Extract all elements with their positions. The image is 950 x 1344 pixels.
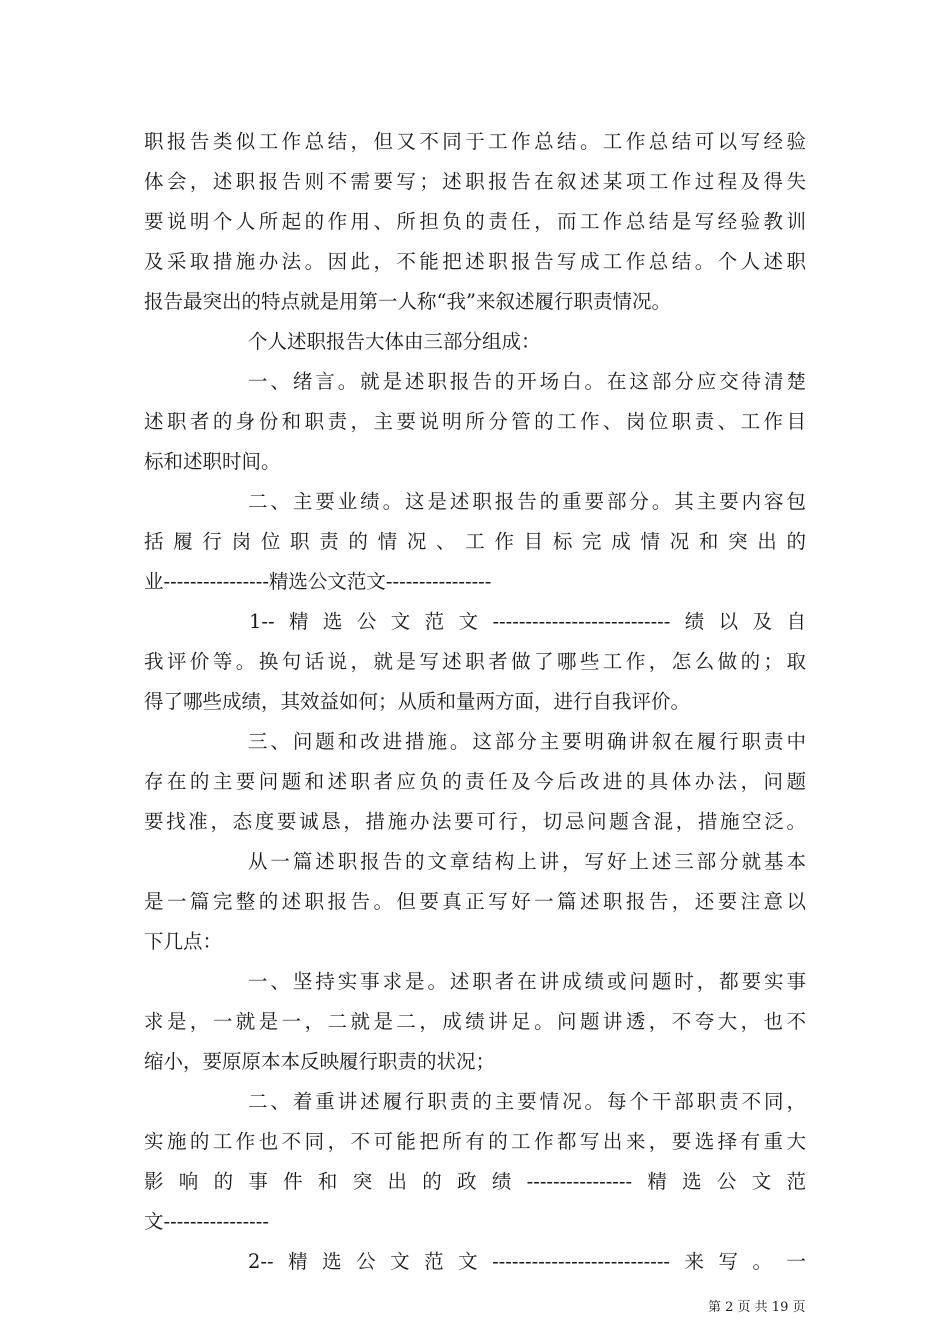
text-line: 我评价等。换句话说，就是写述职者做了哪些工作，怎么做的；取 — [144, 650, 806, 673]
text-line: 要找准，态度要诚恳，措施办法要可行，切忌问题含混，措施空泛。 — [144, 810, 806, 833]
text-line: 一、坚持实事求是。述职者在讲成绩或问题时，都要实事 — [248, 970, 806, 993]
text-line: 标和述职时间。 — [144, 450, 281, 473]
text-line: 缩小，要原原本本反映履行职责的状况； — [144, 1050, 496, 1073]
text-line: 职报告类似工作总结，但又不同于工作总结。工作总结可以写经验 — [144, 130, 806, 153]
text-line: 文---------------- — [144, 1210, 269, 1233]
text-line: 报告最突出的特点就是用第一人称“我”来叙述履行职责情况。 — [144, 290, 671, 313]
text-line: 下几点： — [144, 930, 223, 953]
text-line: 实施的工作也不同，不可能把所有的工作都写出来，要选择有重大 — [144, 1130, 806, 1153]
text-line: 1--精选公文范文---------------------------绩以及自 — [249, 610, 806, 633]
text-line: 二、着重讲述履行职责的主要情况。每个干部职责不同， — [248, 1090, 806, 1113]
text-line: 个人述职报告大体由三部分组成： — [248, 330, 541, 353]
text-line: 求是，一就是一，二就是二，成绩讲足。问题讲透，不夸大，也不 — [144, 1010, 806, 1033]
text-line: 三、问题和改进措施。这部分主要明确讲叙在履行职责中 — [248, 730, 806, 753]
text-line: 及采取措施办法。因此，不能把述职报告写成工作总结。个人述职 — [144, 250, 806, 273]
text-line: 二、主要业绩。这是述职报告的重要部分。其主要内容包 — [248, 490, 806, 513]
text-line: 存在的主要问题和述职者应负的责任及今后改进的具体办法，问题 — [144, 770, 806, 793]
text-line: 要说明个人所起的作用、所担负的责任，而工作总结是写经验教训 — [144, 210, 806, 233]
text-line: 2--精选公文范文---------------------------来写。一 — [248, 1250, 806, 1273]
text-line: 从一篇述职报告的文章结构上讲，写好上述三部分就基本 — [248, 850, 806, 873]
text-line: 是一篇完整的述职报告。但要真正写好一篇述职报告，还要注意以 — [144, 890, 806, 913]
text-line: 得了哪些成绩，其效益如何；从质和量两方面，进行自我评价。 — [144, 690, 691, 713]
text-line: 影响的事件和突出的政绩----------------精选公文范 — [144, 1170, 806, 1193]
text-line: 体会，述职报告则不需要写；述职报告在叙述某项工作过程及得失 — [144, 170, 806, 193]
text-line: 业----------------精选公文范文---------------- — [144, 570, 492, 593]
text-line: 括履行岗位职责的情况、工作目标完成情况和突出的 — [144, 530, 806, 553]
page-number-footer: 第 2 页 共 19 页 — [708, 1300, 806, 1315]
text-line: 一、绪言。就是述职报告的开场白。在这部分应交待清楚 — [248, 370, 806, 393]
text-line: 述职者的身份和职责，主要说明所分管的工作、岗位职责、工作目 — [144, 410, 806, 433]
